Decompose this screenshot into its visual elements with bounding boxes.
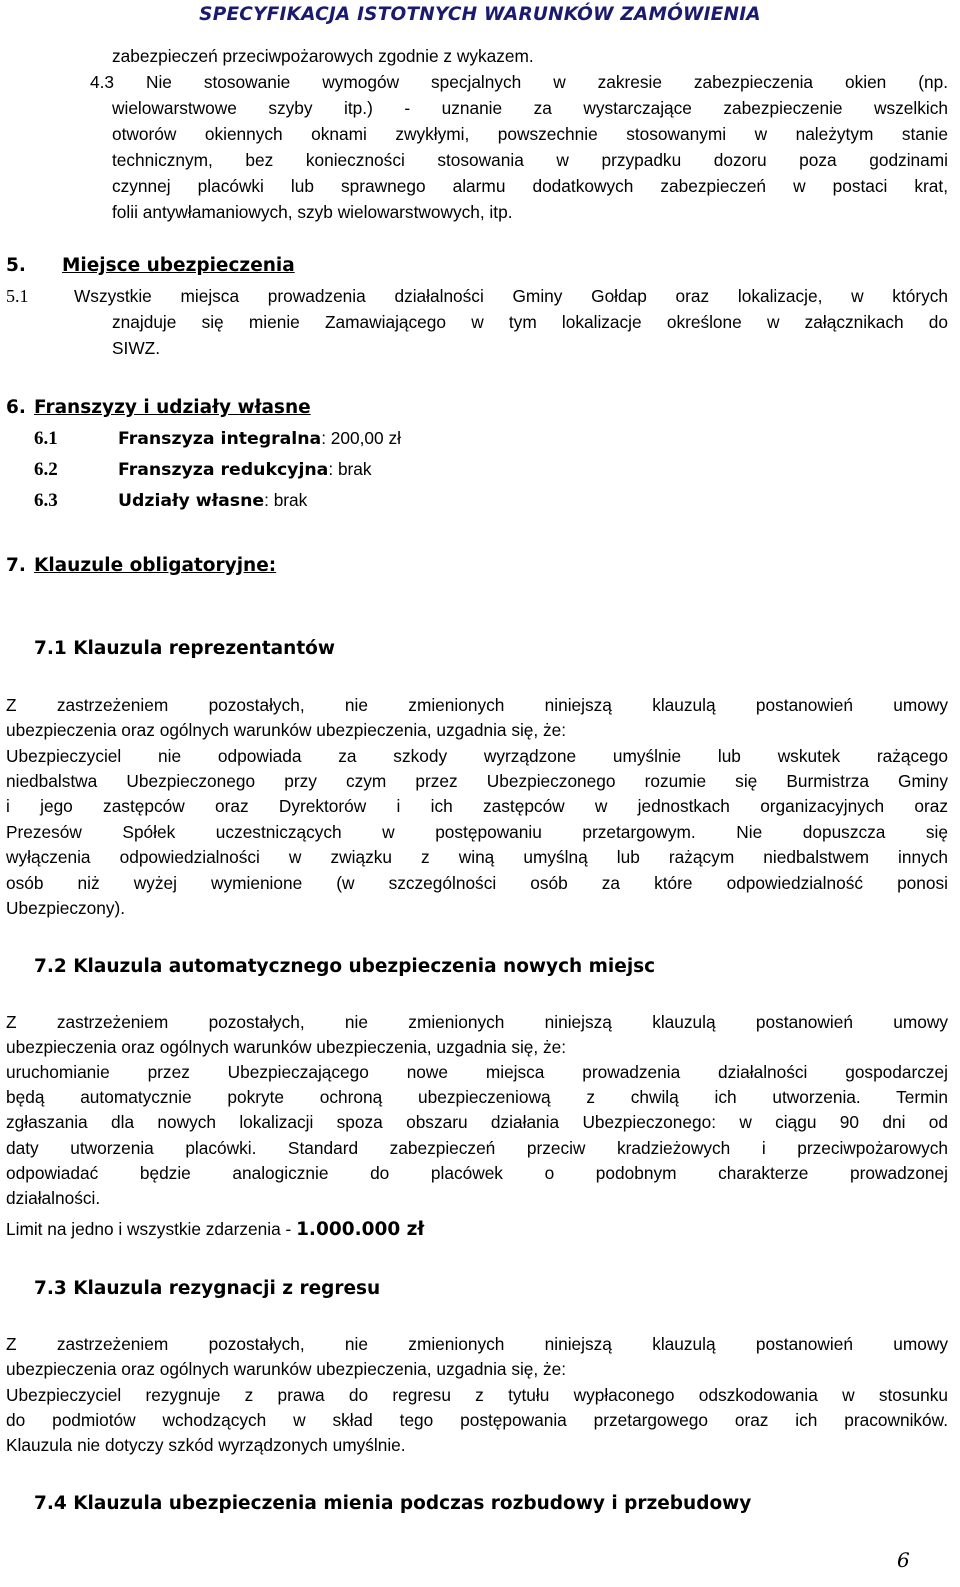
item-6-1-value: : 200,00 zł xyxy=(321,428,401,448)
page-number: 6 xyxy=(897,1548,910,1572)
clause-7-1-line: Prezesów Spółek uczestniczących w postępowaniu przetargowym. Nie dopuszcza się xyxy=(6,822,948,842)
clause-7-2-line: działalności. xyxy=(6,1188,101,1208)
section-7-number: 7. xyxy=(6,555,26,576)
sec4-line-2: 4.3 Nie stosowanie wymogów specjalnych w zakresie zabezpieczenia okien (np. xyxy=(90,72,948,92)
item-6-1-label: Franszyza integralna xyxy=(118,429,322,449)
page-header-title: SPECYFIKACJA ISTOTNYCH WARUNKÓW ZAMÓWIENIA xyxy=(199,4,761,25)
item-5-1-number: 5.1 xyxy=(6,286,29,306)
clause-7-2-line: odpowiadać będzie analogicznie do placówek o podobnym charakterze prowadzonej xyxy=(6,1163,948,1183)
clause-7-1-line: Ubezpieczyciel nie odpowiada za szkody wyrządzone umyślnie lub wskutek rażącego xyxy=(6,746,948,766)
sec4-line-6: czynnej placówki lub sprawnego alarmu dodatkowych zabezpieczeń w postaci krat, xyxy=(112,176,948,196)
clause-7-1-line: ubezpieczenia oraz ogólnych warunków ubezpieczenia, uzgadnia się, że: xyxy=(6,720,567,740)
sec5-line-2: znajduje się mienie Zamawiającego w tym lokalizacje określone w załącznikach do xyxy=(112,312,948,332)
clause-7-2-line: uruchomianie przez Ubezpieczającego nowe miejsca prowadzenia działalności gospodarczej xyxy=(6,1062,948,1082)
limit-label: Limit na jedno i wszystkie zdarzenia - xyxy=(6,1219,297,1239)
section-7-title: Klauzule obligatoryjne: xyxy=(34,555,277,576)
clause-7-1-title: 7.1 Klauzula reprezentantów xyxy=(34,638,335,659)
clause-7-1-line: i jego zastępców oraz Dyrektorów i ich zastępców w jednostkach organizacyjnych oraz xyxy=(6,796,948,816)
item-6-2 xyxy=(118,459,372,480)
clause-7-4-title: 7.4 Klauzula ubezpieczenia mienia podczas rozbudowy i przebudowy xyxy=(34,1493,752,1514)
section-5-title: Miejsce ubezpieczenia xyxy=(62,255,295,276)
limit-value: 1.000.000 zł xyxy=(296,1219,425,1240)
item-6-2-number: 6.2 xyxy=(34,459,58,480)
clause-7-1-line: Ubezpieczony). xyxy=(6,898,126,918)
sec4-line-1: zabezpieczeń przeciwpożarowych zgodnie z wykazem. xyxy=(112,46,534,66)
clause-7-3-line: Ubezpieczyciel rezygnuje z prawa do regresu z tytułu wypłaconego odszkodowania w stosunku xyxy=(6,1385,948,1405)
clause-7-3-line: ubezpieczenia oraz ogólnych warunków ubezpieczenia, uzgadnia się, że: xyxy=(6,1359,567,1379)
clause-7-3-title: 7.3 Klauzula rezygnacji z regresu xyxy=(34,1278,381,1299)
clause-7-2-line: będą automatycznie pokryte ochroną ubezpieczeniową z chwilą ich utworzenia. Termin xyxy=(6,1087,948,1107)
clause-7-1-line: wyłączenia odpowiedzialności w związku z winą umyślną lub rażącym niedbalstwem innych xyxy=(6,847,948,867)
clause-7-2-line: Z zastrzeżeniem pozostałych, nie zmienionych niniejszą klauzulą postanowień umowy xyxy=(6,1012,948,1032)
sec4-line-3: wielowarstwowe szyby itp.) - uznanie za wystarczające zabezpieczenie wszelkich xyxy=(112,98,948,118)
item-6-2-value: : brak xyxy=(328,459,372,479)
clause-7-2-title: 7.2 Klauzula automatycznego ubezpieczenia nowych miejsc xyxy=(34,956,656,977)
item-6-2-label: Franszyza redukcyjna xyxy=(118,460,329,480)
sec4-line-4: otworów okiennych oknami zwykłymi, powszechnie stosowanymi w należytym stanie xyxy=(112,124,948,144)
sec5-line-3: SIWZ. xyxy=(112,338,160,358)
sec4-line-5: technicznym, bez konieczności stosowania w przypadku dozoru poza godzinami xyxy=(112,150,948,170)
clause-7-1-line: Z zastrzeżeniem pozostałych, nie zmienionych niniejszą klauzulą postanowień umowy xyxy=(6,695,948,715)
item-6-3-value: : brak xyxy=(264,490,308,510)
clause-7-2-limit xyxy=(6,1219,424,1240)
item-6-3-number: 6.3 xyxy=(34,490,58,511)
clause-7-1-line: osób niż wyżej wymienione (w szczególności osób za które odpowiedzialność ponosi xyxy=(6,873,948,893)
sec5-line-1: Wszystkie miejsca prowadzenia działalności Gminy Gołdap oraz lokalizacje, w których xyxy=(74,286,948,306)
clause-7-3-line: Z zastrzeżeniem pozostałych, nie zmienionych niniejszą klauzulą postanowień umowy xyxy=(6,1334,948,1354)
clause-7-2-line: daty utworzenia placówki. Standard zabezpieczeń przeciw kradzieżowych i przeciwpożarowych xyxy=(6,1138,948,1158)
clause-7-1-line: niedbalstwa Ubezpieczonego przy czym przez Ubezpieczonego rozumie się Burmistrza Gminy xyxy=(6,771,948,791)
clause-7-2-line: zgłaszania dla nowych lokalizacji spoza obszaru działania Ubezpieczonego: w ciągu 90 dni od xyxy=(6,1112,948,1132)
item-6-3 xyxy=(118,490,307,511)
clause-7-2-line: ubezpieczenia oraz ogólnych warunków ubezpieczenia, uzgadnia się, że: xyxy=(6,1037,567,1057)
section-6-title: Franszyzy i udziały własne xyxy=(34,397,311,418)
section-6-number: 6. xyxy=(6,397,26,418)
item-6-3-label: Udziały własne xyxy=(118,491,265,511)
clause-7-3-line: do podmiotów wchodzących w skład tego postępowania przetargowego oraz ich pracowników. xyxy=(6,1410,948,1430)
clause-7-3-line: Klauzula nie dotyczy szkód wyrządzonych umyślnie. xyxy=(6,1435,406,1455)
sec4-line-7: folii antywłamaniowych, szyb wielowarstwowych, itp. xyxy=(112,202,513,222)
section-5-number: 5. xyxy=(6,255,26,276)
item-6-1 xyxy=(118,428,401,449)
item-6-1-number: 6.1 xyxy=(34,428,58,449)
